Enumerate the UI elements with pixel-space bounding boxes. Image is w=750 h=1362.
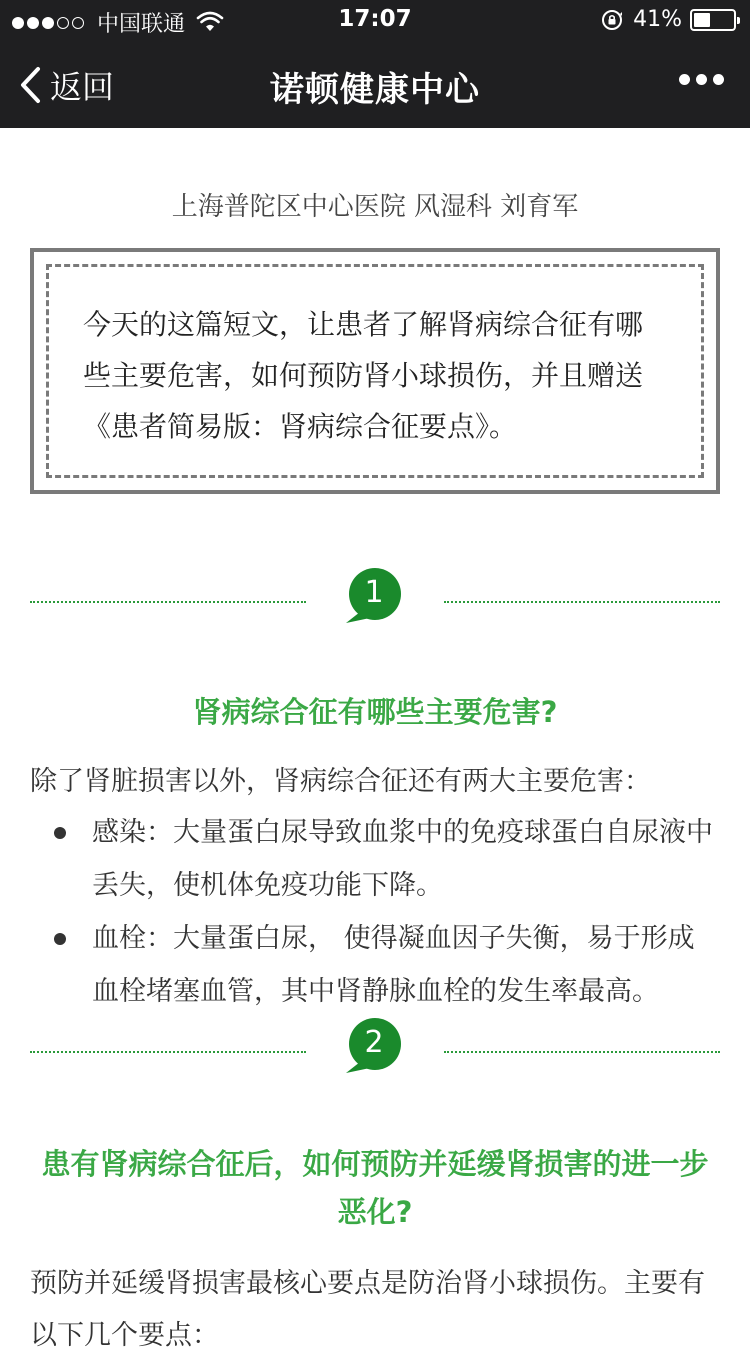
intro-text: 今天的这篇短文，让患者了解肾病综合征有哪些主要危害，如何预防肾小球损伤，并且赠送《患者简易版：肾病综合征要点》。: [83, 308, 644, 443]
intro-box: [30, 248, 720, 494]
status-time: 17:07: [338, 6, 412, 32]
battery-percentage: 41%: [633, 7, 682, 32]
section-heading-1: 肾病综合征有哪些主要危害?: [192, 695, 558, 729]
carrier-name: 中国联通: [97, 12, 186, 37]
divider-line-right: [444, 601, 720, 603]
hazard-bullet-list: [30, 806, 720, 1018]
status-bar: [0, 0, 750, 40]
navigation-bar: [0, 40, 750, 128]
divider-line-left: [30, 601, 306, 603]
battery-icon: [690, 9, 736, 31]
more-options-button[interactable]: [673, 74, 724, 85]
divider-line-right: [444, 1051, 720, 1053]
page-title: 诺顿健康中心: [270, 70, 480, 110]
article-byline: 上海普陀区中心医院 风湿科 刘育军: [171, 192, 579, 222]
status-right: [601, 7, 736, 32]
battery-fill: [694, 13, 710, 27]
section-divider-1: [30, 566, 720, 636]
list-item: 血栓：大量蛋白尿， 使得凝血因子失衡，易于形成血栓堵塞血管，其中肾静脉血栓的发生率最高。: [30, 912, 720, 1018]
more-dot-icon: [696, 74, 707, 85]
section-heading-2: 患有肾病综合征后，如何预防并延缓肾损害的进一步恶化?: [41, 1147, 709, 1229]
back-label: 返回: [50, 68, 115, 106]
intro-inner-frame: [46, 264, 704, 478]
section-paragraph-1: 除了肾脏损害以外，肾病综合征还有两大主要危害：: [30, 766, 651, 797]
more-dot-icon: [713, 74, 724, 85]
divider-line-left: [30, 1051, 306, 1053]
battery-nub: [737, 17, 740, 24]
section-number: 2: [364, 1025, 384, 1060]
top-bar: [0, 0, 750, 128]
rotation-lock-icon: [601, 9, 623, 31]
section-divider-2: [30, 1016, 720, 1086]
section-paragraph-2: 预防并延缓肾损害最核心要点是防治肾小球损伤。主要有以下几个要点：: [30, 1268, 705, 1351]
list-item: 感染：大量蛋白尿导致血浆中的免疫球蛋白自尿液中丢失，使机体免疫功能下降。: [30, 806, 720, 912]
more-dot-icon: [679, 74, 690, 85]
section-number: 1: [364, 575, 384, 610]
